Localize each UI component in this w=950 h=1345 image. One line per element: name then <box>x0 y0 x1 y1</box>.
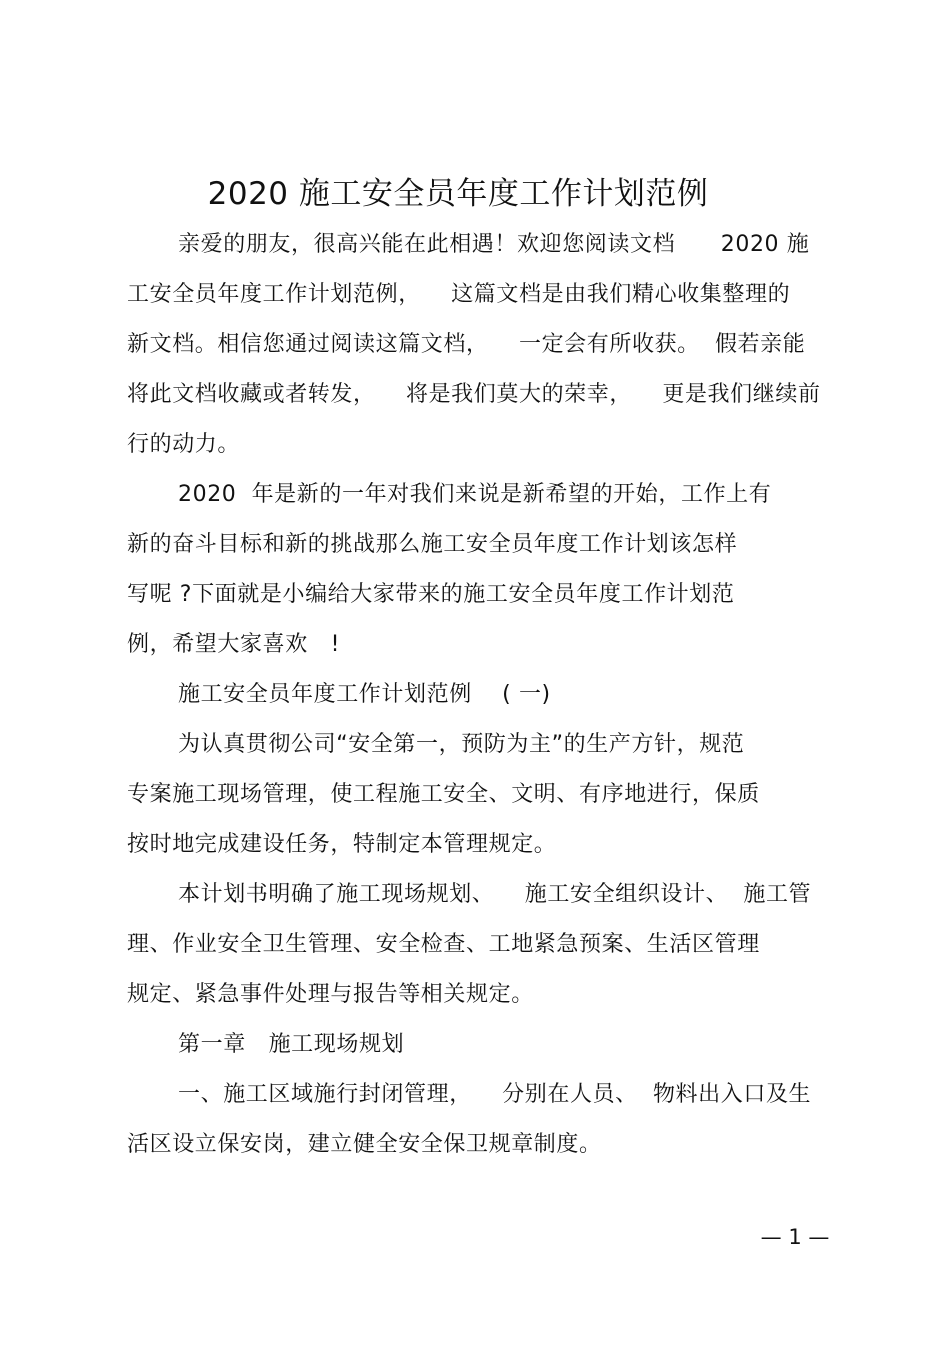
paragraph-line: 新的奋斗目标和新的挑战那么施工安全员年度工作计划该怎样 <box>127 532 738 557</box>
paragraph-line: 例，希望大家喜欢 ! <box>127 632 340 657</box>
paragraph-line: 理、作业安全卫生管理、安全检查、工地紧急预案、生活区管理 <box>127 932 760 957</box>
paragraph-line: 为认真贯彻公司“安全第一，预防为主”的生产方针，规范 <box>178 732 745 757</box>
paragraph-line: 一、施工区域施行封闭管理， 分别在人员、 物料出入口及生 <box>178 1082 812 1107</box>
paragraph-line: 专案施工现场管理，使工程施工安全、文明、有序地进行，保质 <box>127 782 760 807</box>
paragraph-line: 亲爱的朋友，很高兴能在此相遇！欢迎您阅读文档 2020 施 <box>178 232 810 257</box>
paragraph-line: 新文档。相信您通过阅读这篇文档， 一定会有所收获。 假若亲能 <box>127 332 806 357</box>
document-title: 2020 施工安全员年度工作计划范例 <box>207 176 709 212</box>
section-heading: 施工安全员年度工作计划范例 ( 一) <box>178 682 551 707</box>
chapter-heading: 第一章 施工现场规划 <box>178 1032 405 1057</box>
paragraph-line: 活区设立保安岗，建立健全安全保卫规章制度。 <box>127 1132 602 1157</box>
paragraph-line: 按时地完成建设任务，特制定本管理规定。 <box>127 832 557 857</box>
paragraph-line: 写呢 ?下面就是小编给大家带来的施工安全员年度工作计划范 <box>127 582 735 607</box>
paragraph-line: 工安全员年度工作计划范例， 这篇文档是由我们精心收集整理的 <box>127 282 791 307</box>
paragraph-line: 2020 年是新的一年对我们来说是新希望的开始，工作上有 <box>178 482 772 507</box>
paragraph-line: 将此文档收藏或者转发， 将是我们莫大的荣幸， 更是我们继续前 <box>127 382 821 407</box>
paragraph-line: 本计划书明确了施工现场规划、 施工安全组织设计、 施工管 <box>178 882 812 907</box>
paragraph-line: 行的动力。 <box>127 432 241 457</box>
paragraph-line: 规定、紧急事件处理与报告等相关规定。 <box>127 982 534 1007</box>
page-number: — 1 — <box>760 1225 830 1249</box>
